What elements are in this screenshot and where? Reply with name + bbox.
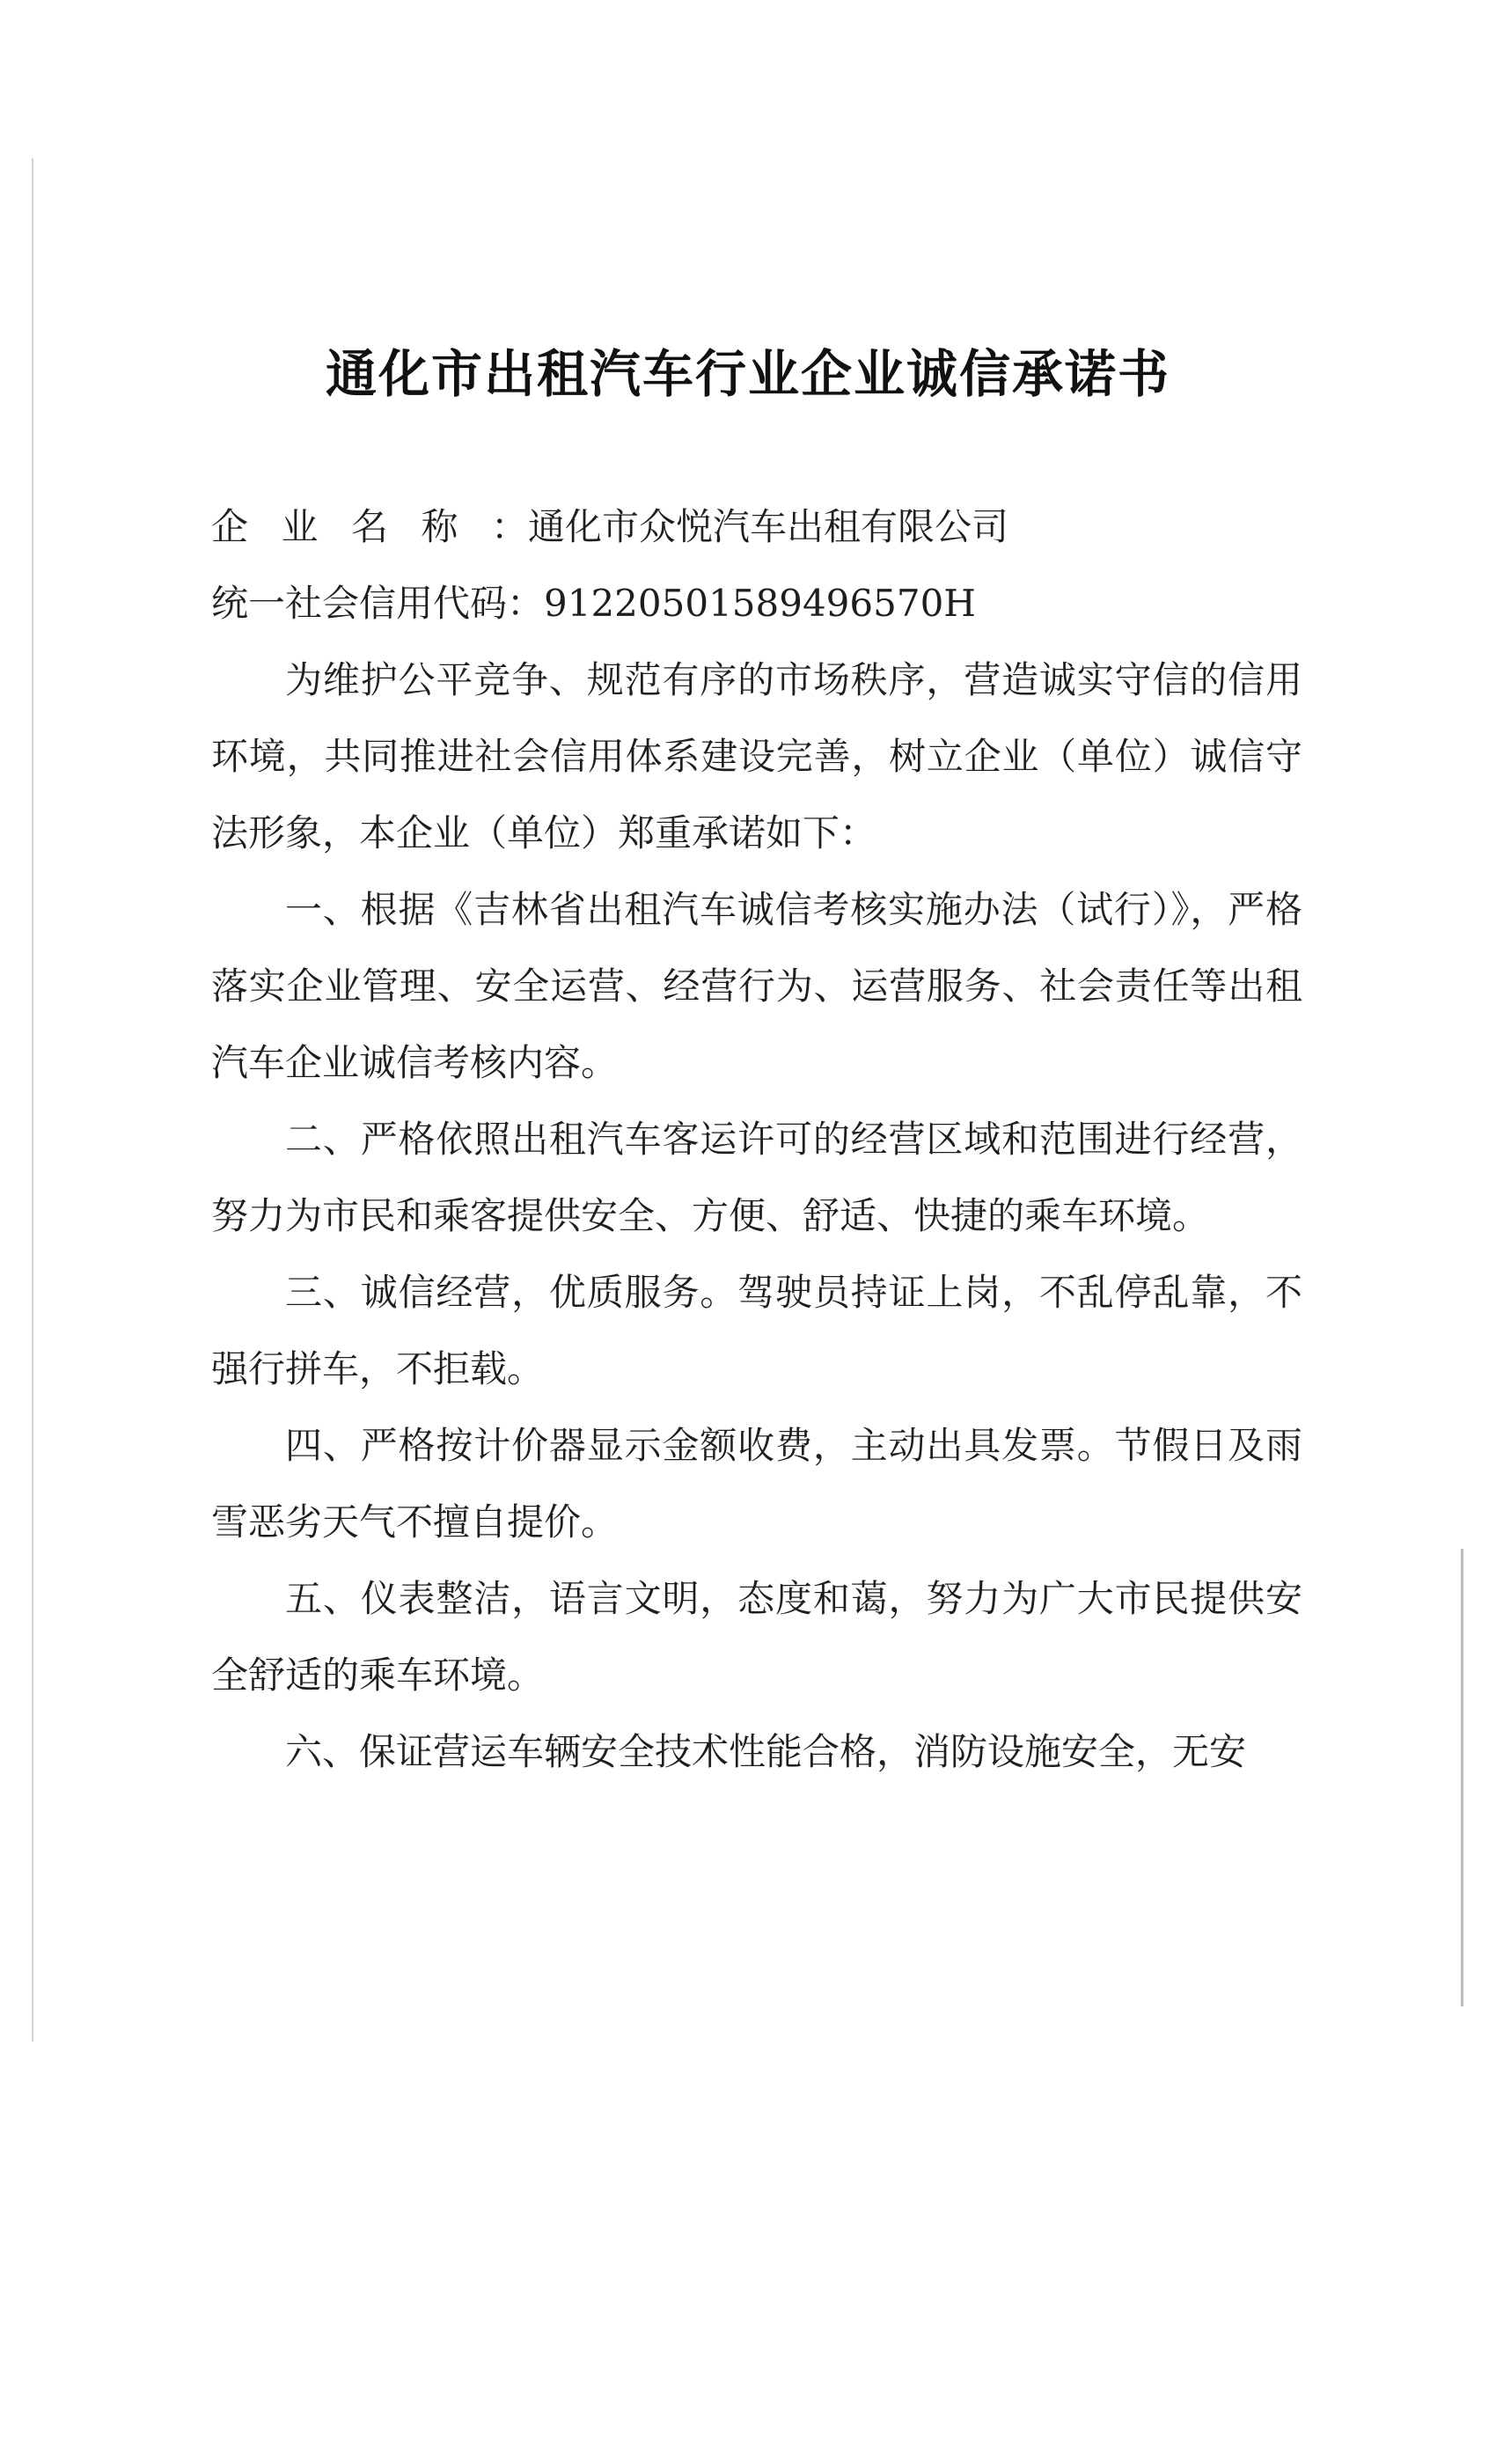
commitment-item-1: 一、根据《吉林省出租汽车诚信考核实施办法（试行）》，严格落实企业管理、安全运营、经营行为、运营服务、社会责任等出租汽车企业诚信考核内容。	[211, 888, 1302, 1084]
credit-code-row	[211, 565, 1302, 642]
document-title: 通化市出租汽车行业企业诚信承诺书	[325, 344, 1170, 404]
commitment-item-3: 三、诚信经营，优质服务。驾驶员持证上岗，不乱停乱靠，不强行拼车，不拒载。	[211, 1271, 1302, 1390]
scan-edge-right	[1461, 1549, 1463, 2006]
company-name-row	[211, 488, 1302, 565]
commitment-item-2: 二、严格依照出租汽车客运许可的经营区域和范围进行经营，努力为市民和乘客提供安全、方便、舒适、快捷的乘车环境。	[211, 1118, 1302, 1237]
intro-paragraph: 为维护公平竞争、规范有序的市场秩序，营造诚实守信的信用环境，共同推进社会信用体系建设完善，树立企业（单位）诚信守法形象，本企业（单位）郑重承诺如下：	[211, 658, 1302, 854]
credit-code-value: 91220501589496570H	[544, 582, 976, 625]
commitment-item-5: 五、仪表整洁，语言文明，态度和蔼，努力为广大市民提供安全舒适的乘车环境。	[211, 1577, 1302, 1697]
company-name-label: 企业名称：	[211, 505, 528, 548]
credit-code-label: 统一社会信用代码：	[211, 582, 545, 625]
document-body	[211, 488, 1302, 1790]
commitment-item-4: 四、严格按计价器显示金额收费，主动出具发票。节假日及雨雪恶劣天气不擅自提价。	[211, 1424, 1302, 1544]
commitment-item-6: 六、保证营运车辆安全技术性能合格，消防设施安全，无安	[285, 1730, 1247, 1773]
company-name-value: 通化市众悦汽车出租有限公司	[528, 505, 1009, 548]
scan-edge-left	[32, 158, 33, 2042]
